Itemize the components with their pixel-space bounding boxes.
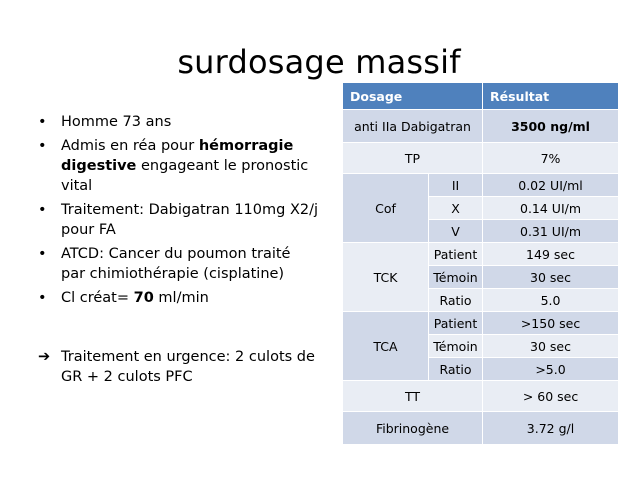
slide-title: surdosage massif: [177, 43, 461, 81]
group-label: TCK: [343, 243, 429, 312]
bullet-dot-icon: •: [38, 202, 47, 218]
table-row: [343, 174, 619, 197]
bullet-dot-icon: •: [38, 114, 47, 130]
header-resultat: Résultat: [483, 83, 619, 110]
row-value: 3.72 g/l: [483, 412, 619, 445]
row-sublabel: Témoin: [429, 266, 483, 289]
row-value: 5.0: [483, 289, 619, 312]
group-label: Cof: [343, 174, 429, 243]
row-value: 0.02 UI/ml: [483, 174, 619, 197]
row-sublabel: V: [429, 220, 483, 243]
bullet-dot-icon: •: [38, 138, 47, 154]
row-value: 149 sec: [483, 243, 619, 266]
bullet-dot-icon: •: [38, 246, 47, 262]
bullet-text: ml/min: [153, 290, 209, 306]
bullet-item: [38, 136, 318, 196]
row-sublabel: Patient: [429, 312, 483, 335]
bullet-text: engageant le pronostic vital: [61, 158, 309, 194]
lab-results-table: [342, 82, 619, 445]
row-value: 30 sec: [483, 335, 619, 358]
row-sublabel: II: [429, 174, 483, 197]
bullet-text: Traitement: Dabigatran 110mg X2/j pour FA: [61, 202, 319, 238]
row-sublabel: Ratio: [429, 358, 483, 381]
bullet-list: [38, 112, 318, 312]
row-value: 0.14 UI/m: [483, 197, 619, 220]
bullet-bold-text: hémorragie digestive: [61, 138, 294, 174]
row-value: 3500 ng/ml: [483, 110, 619, 143]
row-label: TP: [343, 143, 483, 174]
table-row: [343, 243, 619, 266]
bullet-text: Admis en réa pour: [61, 138, 199, 154]
table-row: [343, 312, 619, 335]
row-value: 0.31 UI/m: [483, 220, 619, 243]
table-row: [343, 110, 619, 143]
arrow-right-icon: ➔: [38, 349, 51, 365]
row-value: >150 sec: [483, 312, 619, 335]
row-label: Fibrinogène: [343, 412, 483, 445]
table-row: [343, 412, 619, 445]
row-value: >5.0: [483, 358, 619, 381]
bullet-bold-text: 70: [133, 290, 154, 306]
row-value: 30 sec: [483, 266, 619, 289]
table-row: [343, 143, 619, 174]
group-label: TCA: [343, 312, 429, 381]
bullet-text: Homme 73 ans: [61, 114, 172, 130]
bullet-text: Cl créat=: [61, 290, 134, 306]
table-header-row: [343, 83, 619, 110]
row-label: TT: [343, 381, 483, 412]
row-label: anti IIa Dabigatran: [343, 110, 483, 143]
row-sublabel: X: [429, 197, 483, 220]
row-sublabel: Patient: [429, 243, 483, 266]
treatment-note: [38, 347, 318, 387]
bullet-text: ATCD: Cancer du poumon traité par chimiothérapie (cisplatine): [61, 246, 291, 282]
bullet-item: [38, 244, 318, 284]
table-row: [343, 381, 619, 412]
row-value: > 60 sec: [483, 381, 619, 412]
treatment-text: Traitement en urgence: 2 culots de GR + 2 culots PFC: [61, 349, 315, 385]
bullet-dot-icon: •: [38, 290, 47, 306]
row-sublabel: Ratio: [429, 289, 483, 312]
header-dosage: Dosage: [343, 83, 483, 110]
bullet-item: [38, 200, 318, 240]
row-value: 7%: [483, 143, 619, 174]
row-sublabel: Témoin: [429, 335, 483, 358]
bullet-item: [38, 112, 318, 132]
bullet-item: [38, 288, 318, 308]
